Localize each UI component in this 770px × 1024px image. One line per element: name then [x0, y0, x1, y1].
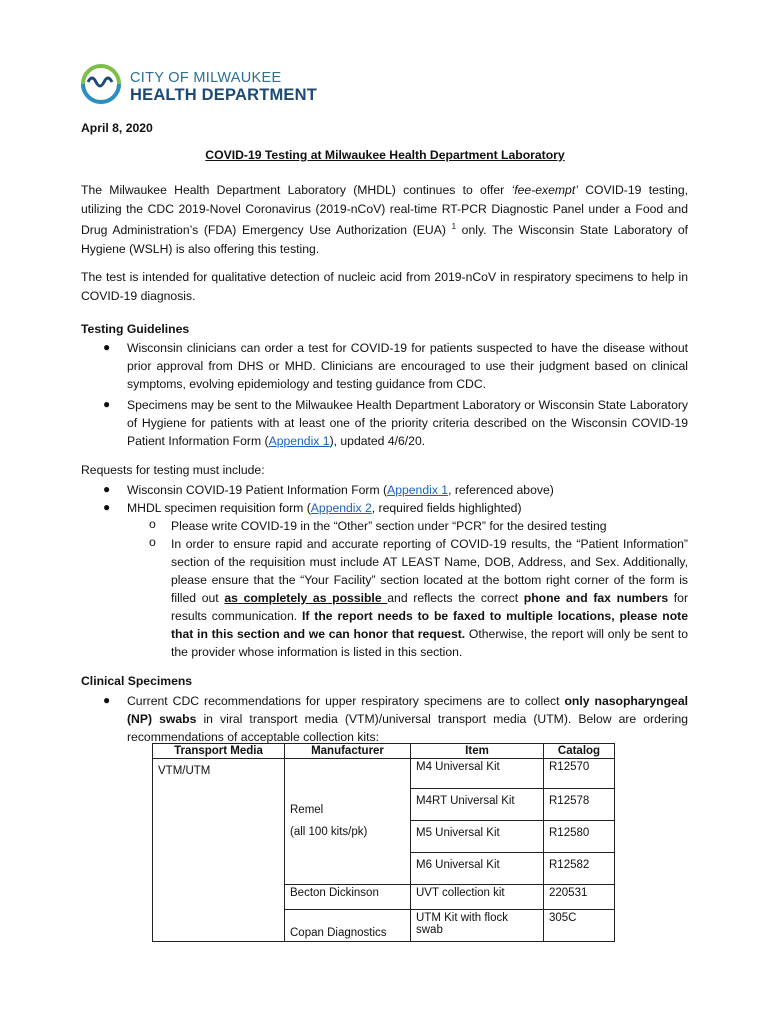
remel-cell	[285, 759, 411, 885]
catalog-cell: 220531	[544, 885, 615, 910]
request-2-tail: , required fields highlighted)	[371, 501, 522, 515]
catalog-cell: R12582	[544, 853, 615, 885]
requests-intro: Requests for testing must include:	[81, 463, 265, 477]
request-bullet-1	[127, 481, 688, 499]
item-cell: M4 Universal Kit	[411, 759, 544, 789]
document-title: COVID-19 Testing at Milwaukee Health Department Laboratory	[205, 148, 565, 162]
request-sub-bullet-2	[171, 535, 688, 661]
sub-bullet-icon: o	[149, 517, 156, 531]
col-header-catalog: Catalog	[544, 744, 615, 759]
document-date: April 8, 2020	[81, 121, 153, 135]
item-cell: M5 Universal Kit	[411, 821, 544, 853]
bullet-icon: ●	[103, 693, 111, 707]
clinical-specimens-heading: Clinical Specimens	[81, 674, 193, 688]
table-header-row	[153, 744, 615, 759]
logo-line-2: HEALTH DEPARTMENT	[130, 86, 318, 104]
remel-note: (all 100 kits/pk)	[290, 826, 368, 838]
request-1-text: Wisconsin COVID-19 Patient Information Form (	[127, 483, 388, 497]
collection-kits-table	[152, 743, 615, 942]
catalog-cell: 305C	[544, 910, 615, 942]
copan-cell: Copan Diagnostics	[285, 910, 411, 942]
request-2-text: MHDL specimen requisition form (	[127, 501, 311, 515]
health-department-logo	[80, 62, 320, 110]
specimen-np-swabs: only nasopharyngeal (NP) swabs	[127, 694, 688, 726]
item-cell: UVT collection kit	[411, 885, 544, 910]
guideline-2-tail: ), updated 4/6/20.	[329, 434, 426, 448]
sub-2-text-a: In order to ensure rapid and accurate reporting of COVID-19 results, the “Patient Information” section of the requisition must include AT LEAST Name, DOB, Address, and Sex. Additionally, please ensure that the “Your Facility” section located at the bottom right corner of the form is filled out	[171, 537, 688, 605]
sub-2-text-g: Otherwise, the report will only be sent to the provider whose information is listed in this section.	[171, 627, 689, 659]
sub-2-fax-note: If the report needs to be faxed to multiple locations, please note that in this section and we can honor that request.	[171, 609, 688, 641]
sub-2-emphasis: as completely as possible	[224, 591, 388, 605]
guideline-2-text: Specimens may be sent to the Milwaukee Health Department Laboratory or Wisconsin State Laboratory of Hygiene for patients with at least one of the priority criteria described on the Wisconsin COVID-19 Patient Information Form (	[127, 398, 688, 448]
remel-name: Remel	[290, 804, 324, 816]
request-sub-bullet-1: Please write COVID-19 in the “Other” section under “PCR” for the desired testing	[171, 519, 607, 533]
bullet-icon: ●	[103, 500, 111, 514]
bd-cell: Becton Dickinson	[285, 885, 411, 910]
intro-paragraph-2: The test is intended for qualitative detection of nucleic acid from 2019-nCoV in respiratory specimens to help in COVID-19 diagnosis.	[81, 270, 688, 303]
catalog-cell: R12580	[544, 821, 615, 853]
col-header-item: Item	[411, 744, 544, 759]
table-row	[153, 759, 615, 789]
guideline-bullet-1: Wisconsin clinicians can order a test for COVID-19 for patients suspected to have the disease without prior approval from DHS or MHD. Clinicians are encouraged to use their judgment based on clinical symptoms, evolving epidemiology and testing guidance from CDC.	[127, 341, 688, 391]
appendix-2-link[interactable]: Appendix 2	[310, 501, 372, 515]
appendix-1-link[interactable]: Appendix 1	[268, 434, 330, 448]
fee-exempt-text: ‘fee-exempt’	[511, 183, 578, 197]
logo-icon	[80, 62, 126, 106]
logo-line-1: CITY OF MILWAUKEE	[130, 70, 282, 86]
request-bullet-2	[127, 499, 688, 517]
intro-text-d: only. The Wisconsin State Laboratory of Hygiene (WSLH) is also offering this testing.	[81, 223, 688, 256]
item-cell: M6 Universal Kit	[411, 853, 544, 885]
sub-2-text-c: and reflects the correct	[387, 591, 524, 605]
col-header-transport-media: Transport Media	[153, 744, 285, 759]
specimen-text-c: in viral transport media (VTM)/universal transport media (UTM). Below are ordering recommendations of acceptable collection kits:	[127, 712, 688, 744]
sub-bullet-icon: o	[149, 535, 156, 549]
catalog-cell: R12578	[544, 789, 615, 821]
item-cell: UTM Kit with flock swab	[411, 910, 544, 942]
item-cell: M4RT Universal Kit	[411, 789, 544, 821]
testing-guidelines-heading: Testing Guidelines	[81, 322, 190, 336]
bullet-icon: ●	[103, 482, 111, 496]
specimen-bullet-1	[127, 692, 688, 746]
sub-2-text-e: for results communication.	[171, 591, 689, 623]
col-header-manufacturer: Manufacturer	[285, 744, 411, 759]
bullet-icon: ●	[103, 340, 111, 354]
intro-text-c: COVID-19 testing, utilizing the CDC 2019-Novel Coronavirus (2019-nCoV) real-time RT-PCR Diagnostic Panel under a Food and Drug Administration’s (FDA) Emergency Use Authorization (EUA)	[81, 183, 689, 238]
intro-paragraph-1	[81, 181, 688, 258]
guideline-bullet-2	[127, 396, 688, 450]
specimen-text-a: Current CDC recommendations for upper respiratory specimens are to collect	[127, 694, 565, 708]
footnote-marker: 1	[451, 222, 457, 231]
bullet-icon: ●	[103, 397, 111, 411]
request-1-tail: , referenced above)	[448, 483, 554, 497]
sub-2-phone-fax: phone and fax numbers	[523, 591, 669, 605]
appendix-1-link-2[interactable]: Appendix 1	[387, 483, 449, 497]
catalog-cell: R12570	[544, 759, 615, 789]
intro-text-a: The Milwaukee Health Department Laboratory (MHDL) continues to offer	[81, 183, 512, 197]
transport-media-cell: VTM/UTM	[153, 759, 285, 942]
